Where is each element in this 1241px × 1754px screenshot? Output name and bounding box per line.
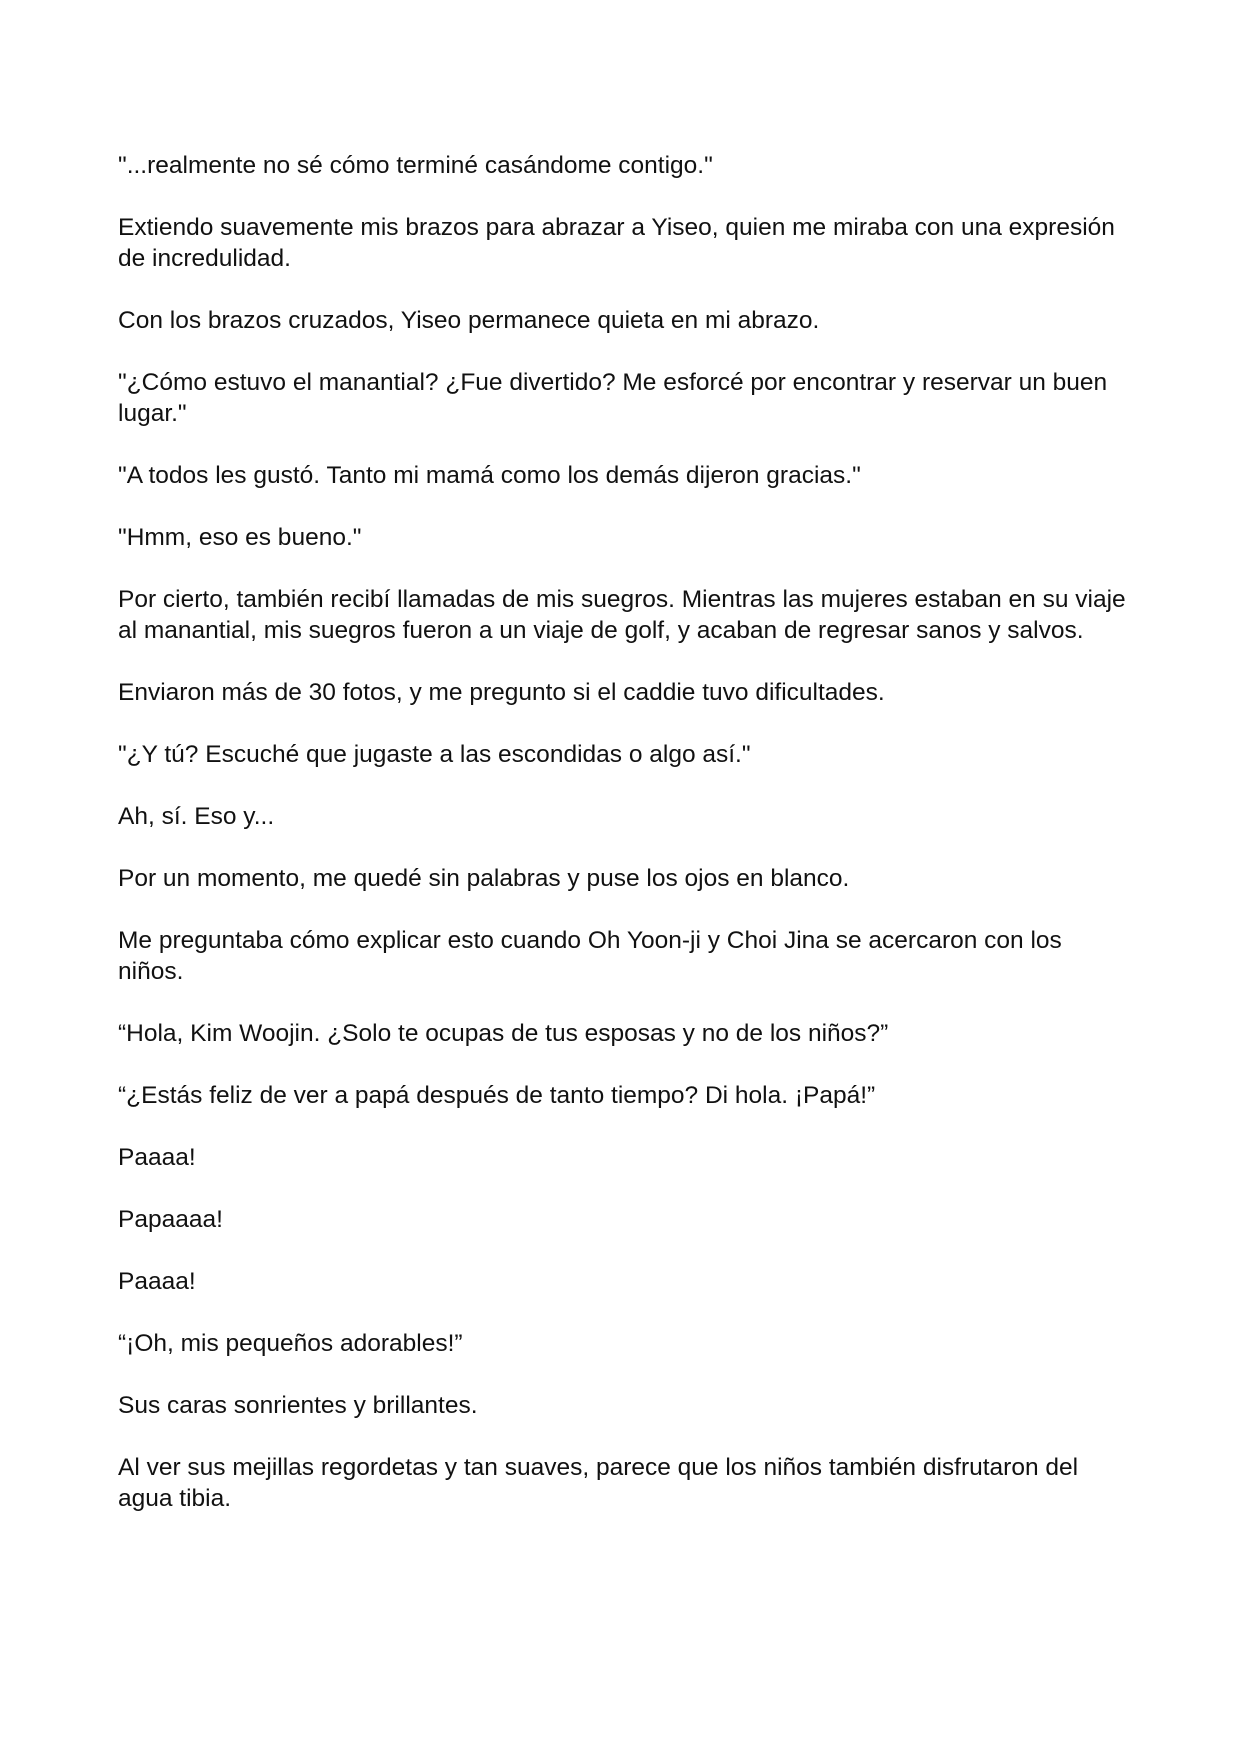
paragraph: “Hola, Kim Woojin. ¿Solo te ocupas de tus esposas y no de los niños?” [118, 1020, 889, 1047]
document-body [118, 150, 1128, 1545]
paragraph: “¿Estás feliz de ver a papá después de tanto tiempo? Di hola. ¡Papá!” [118, 1082, 876, 1109]
paragraph: Con los brazos cruzados, Yiseo permanece quieta en mi abrazo. [118, 307, 820, 334]
paragraph: Enviaron más de 30 fotos, y me pregunto si el caddie tuvo dificultades. [118, 679, 885, 706]
paragraph: Sus caras sonrientes y brillantes. [118, 1392, 478, 1419]
paragraph: "Hmm, eso es bueno." [118, 524, 362, 551]
paragraph: Al ver sus mejillas regordetas y tan suaves, parece que los niños también disfrutaron del agua tibia. [118, 1454, 1079, 1512]
paragraph: Papaaaa! [118, 1206, 223, 1233]
paragraph: Por cierto, también recibí llamadas de mis suegros. Mientras las mujeres estaban en su viaje al manantial, mis suegros fueron a un viaje de golf, y acaban de regresar sanos y salvos. [118, 586, 1126, 644]
paragraph: Paaaa! [118, 1268, 196, 1295]
paragraph: Ah, sí. Eso y... [118, 803, 275, 830]
paragraph: "...realmente no sé cómo terminé casándome contigo." [118, 152, 713, 179]
paragraph: "¿Cómo estuvo el manantial? ¿Fue divertido? Me esforcé por encontrar y reservar un buen lugar." [118, 369, 1108, 427]
paragraph: Extiendo suavemente mis brazos para abrazar a Yiseo, quien me miraba con una expresión de incredulidad. [118, 214, 1115, 272]
paragraph: Paaaa! [118, 1144, 196, 1171]
paragraph: Me preguntaba cómo explicar esto cuando Oh Yoon-ji y Choi Jina se acercaron con los niños. [118, 927, 1062, 985]
paragraph: "¿Y tú? Escuché que jugaste a las escondidas o algo así." [118, 741, 751, 768]
paragraph: Por un momento, me quedé sin palabras y puse los ojos en blanco. [118, 865, 850, 892]
paragraph: "A todos les gustó. Tanto mi mamá como los demás dijeron gracias." [118, 462, 861, 489]
paragraph: “¡Oh, mis pequeños adorables!” [118, 1330, 463, 1357]
